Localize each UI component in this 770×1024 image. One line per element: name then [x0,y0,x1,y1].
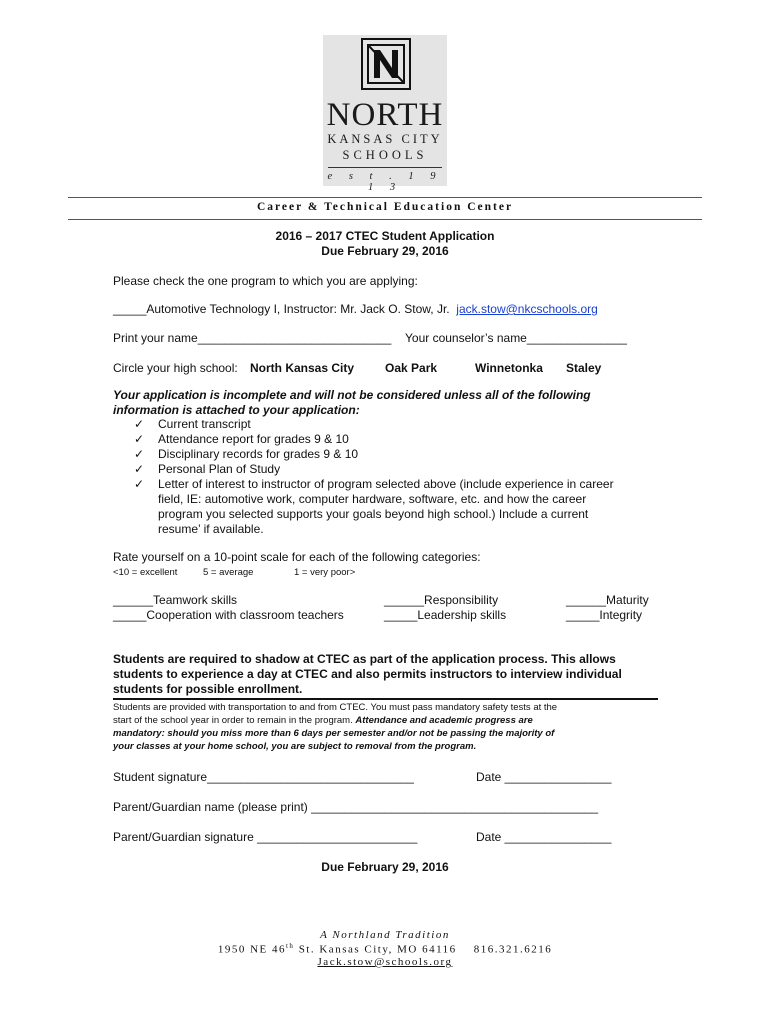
high-school-label: Circle your high school: [113,361,238,375]
rating-cooperation[interactable]: _____Cooperation with classroom teachers [113,608,344,622]
scale-poor: 1 = very poor> [294,567,356,578]
incomplete-warning-line1: Your application is incomplete and will not be considered unless all of the following [113,388,591,402]
nkc-emblem-icon [361,38,411,90]
logo-divider [328,167,442,168]
parent-signature-field[interactable]: Parent/Guardian signature ________________________ [113,830,418,844]
rating-teamwork[interactable]: ______Teamwork skills [113,593,238,607]
footer-street-suffix: th [285,942,295,950]
transport-note-line1: Students are provided with transportation to and from CTEC. You must pass mandatory safety tests at the [113,702,558,713]
footer-city: St. Kansas City, MO 64116 [294,943,457,956]
school-option-north-kansas-city[interactable]: North Kansas City [250,361,355,375]
transport-note-emphasis: Attendance and academic progress are [355,715,533,726]
due-date-bottom: Due February 29, 2016 [321,860,449,874]
footer-email-link[interactable]: Jack.stow@schools.org [317,956,453,968]
scale-average: 5 = average [203,567,254,578]
center-name: Career & Technical Education Center [256,201,514,213]
rate-intro: Rate yourself on a 10-point scale for each of the following categories: [113,550,481,564]
rating-integrity[interactable]: _____Integrity [566,608,643,622]
program-blank: _____ [113,302,147,316]
checkmark-icon: ✓ [134,432,145,446]
counselor-name-field[interactable]: Your counselor’s name_______________ [405,331,627,345]
program-intro: Please check the one program to which you are applying: [113,274,418,288]
checkmark-icon: ✓ [134,477,145,491]
checklist-item-cont: field, IE: automotive work, computer hardware, software, etc. and how the career [158,492,587,506]
transport-note-text: start of the school year in order to remain in the program. [113,715,356,726]
checklist-item-cont: program you selected supports your goals beyond high school.) Include a current [158,507,589,521]
page-title: 2016 – 2017 CTEC Student Application [275,229,495,243]
student-date-field[interactable]: Date ________________ [476,770,612,784]
transport-note-line4: your classes at your home school, you are subject to removal from the program. [113,741,477,752]
logo-schools: SCHOOLS [342,148,428,162]
checklist-item: Attendance report for grades 9 & 10 [158,432,349,446]
transport-note-line3: mandatory: should you miss more than 6 days per semester and/or not be passing the majority of [113,728,555,739]
checklist-item-cont: resume’ if available. [158,522,264,536]
footer-tradition: A Northland Tradition [320,929,450,941]
checklist-item: Current transcript [158,417,251,431]
instructor-email-link[interactable]: jack.stow@nkcschools.org [456,302,598,316]
program-text: Automotive Technology I, Instructor: Mr. Jack O. Stow, Jr. [146,302,450,316]
print-name-field[interactable]: Print your name_____________________________ [113,331,392,345]
due-date-title: Due February 29, 2016 [321,244,449,258]
rating-maturity[interactable]: ______Maturity [566,593,649,607]
footer-street: 1950 NE 46 [217,943,286,956]
footer-phone: 816.321.6216 [473,943,553,956]
checkmark-icon: ✓ [134,417,145,431]
checklist-item: Letter of interest to instructor of program selected above (include experience in career [158,477,614,491]
shadow-requirement-line1: Students are required to shadow at CTEC as part of the application process. This allows [113,652,616,666]
program-option[interactable] [113,302,598,316]
checklist-item: Disciplinary records for grades 9 & 10 [158,447,359,461]
rating-leadership[interactable]: _____Leadership skills [384,608,507,622]
school-option-oak-park[interactable]: Oak Park [385,361,438,375]
checkmark-icon: ✓ [134,447,145,461]
transport-note-line2 [113,715,533,726]
student-signature-field[interactable]: Student signature_______________________________ [113,770,414,784]
parent-name-field[interactable]: Parent/Guardian name (please print) ___________________________________________ [113,800,599,814]
checklist-item: Personal Plan of Study [158,462,281,476]
footer-address [68,942,702,956]
rating-responsibility[interactable]: ______Responsibility [384,593,499,607]
shadow-requirement-line3: students for possible enrollment. [113,682,303,696]
header-rule-bottom [68,219,702,220]
shadow-requirement-line2: students to experience a day at CTEC and also permits instructors to interview individual [113,667,622,681]
checkmark-icon: ✓ [134,462,145,476]
parent-date-field[interactable]: Date ________________ [476,830,612,844]
logo-north: NORTH [326,97,444,133]
school-option-winnetonka[interactable]: Winnetonka [475,361,543,375]
logo-est: e s t . 1 9 1 3 [327,171,443,193]
school-option-staley[interactable]: Staley [566,361,602,375]
scale-excellent: <10 = excellent [113,567,178,578]
section-divider [113,698,658,700]
header-rule-top [68,197,702,198]
incomplete-warning-line2: information is attached to your application: [113,403,360,417]
logo-kansas-city: KANSAS CITY [327,132,443,146]
